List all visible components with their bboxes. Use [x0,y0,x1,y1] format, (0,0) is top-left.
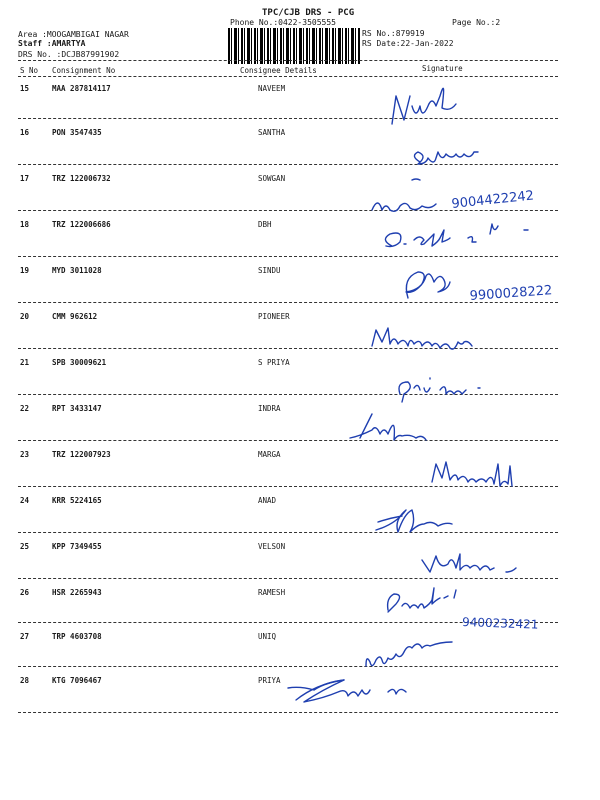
row-consignment: KPP 7349455 [52,542,102,551]
row-consignment: HSR 2265943 [52,588,102,597]
row-consignee: PIONEER [258,312,290,321]
row-consignee: SINDU [258,266,281,275]
column-signature: Signature [422,64,463,73]
row-sno: 15 [20,84,30,93]
signature-24 [376,510,452,532]
row-consignee: VELSON [258,542,286,551]
row-consignee: INDRA [258,404,281,413]
signature-21 [399,378,480,402]
signature-20 [372,328,472,349]
row-consignee: MARGA [258,450,281,459]
row-consignment: PON 3547435 [52,128,102,137]
column-consignee: Consignee Details [240,66,317,75]
row-sno: 26 [20,588,30,597]
signature-25 [422,554,516,572]
row-sno: 18 [20,220,30,229]
row-sno: 27 [20,632,30,641]
row-consignee: NAVEEM [258,84,286,93]
row-sno: 24 [20,496,30,505]
row-sno: 28 [20,676,30,685]
signature-16 [414,152,478,164]
column-consignment: Consignment No [52,66,116,75]
drs-number: DRS No. :DCJB87991902 [18,50,120,59]
signature-28 [288,680,406,702]
rs-date: RS Date:22-Jan-2022 [362,39,454,48]
row-consignment: KTG 7096467 [52,676,102,685]
area-field: Area :MOOGAMBIGAI NAGAR [18,30,129,39]
column-sno: S No [20,66,39,75]
row-consignment: KRR 5224165 [52,496,102,505]
row-consignee: PRIYA [258,676,281,685]
signature-17 [372,179,535,212]
signature-27 [366,642,452,666]
signature-23 [432,462,512,486]
row-sno: 16 [20,128,30,137]
row-consignment: SPB 30009621 [52,358,107,367]
rs-number: RS No.:879919 [362,29,425,38]
staff-label: Staff : [18,39,52,48]
row-sno: 25 [20,542,30,551]
row-consignee: DBH [258,220,272,229]
handwritten-phone-26: 9400232421 [461,615,539,632]
row-consignment: CMM 962612 [52,312,98,321]
signature-19 [406,272,553,304]
signature-18 [385,224,528,247]
signature-26 [388,588,539,632]
row-sno: 23 [20,450,30,459]
row-consignment: RPT 3433147 [52,404,102,413]
row-consignee: UNIQ [258,632,277,641]
row-consignment: MYD 3011028 [52,266,102,275]
handwritten-phone-17: 9004422242 [450,188,535,212]
handwritten-phone-19: 9900028222 [469,283,553,304]
signature-15 [392,88,456,124]
row-consignment: TRP 4603708 [52,632,102,641]
row-sno: 17 [20,174,30,183]
phone-number: Phone No.:0422-3505555 [230,18,336,27]
row-consignment: TRZ 122006686 [52,220,111,229]
document-title: TPC/CJB DRS - PCG [262,8,355,18]
row-consignment: TRZ 122007923 [52,450,111,459]
row-consignee: RAMESH [258,588,286,597]
page-number: Page No.:2 [452,18,501,27]
row-consignment: MAA 287814117 [52,84,111,93]
row-consignee: SOWGAN [258,174,286,183]
row-sno: 22 [20,404,30,413]
row-consignee: SANTHA [258,128,286,137]
row-consignee: S PRIYA [258,358,290,367]
row-sno: 19 [20,266,30,275]
staff-name: AMARTYA [51,39,86,48]
row-consignment: TRZ 122006732 [52,174,111,183]
row-sno: 20 [20,312,30,321]
row-consignee: ANAD [258,496,277,505]
row-sno: 21 [20,358,30,367]
signature-22 [350,414,426,440]
